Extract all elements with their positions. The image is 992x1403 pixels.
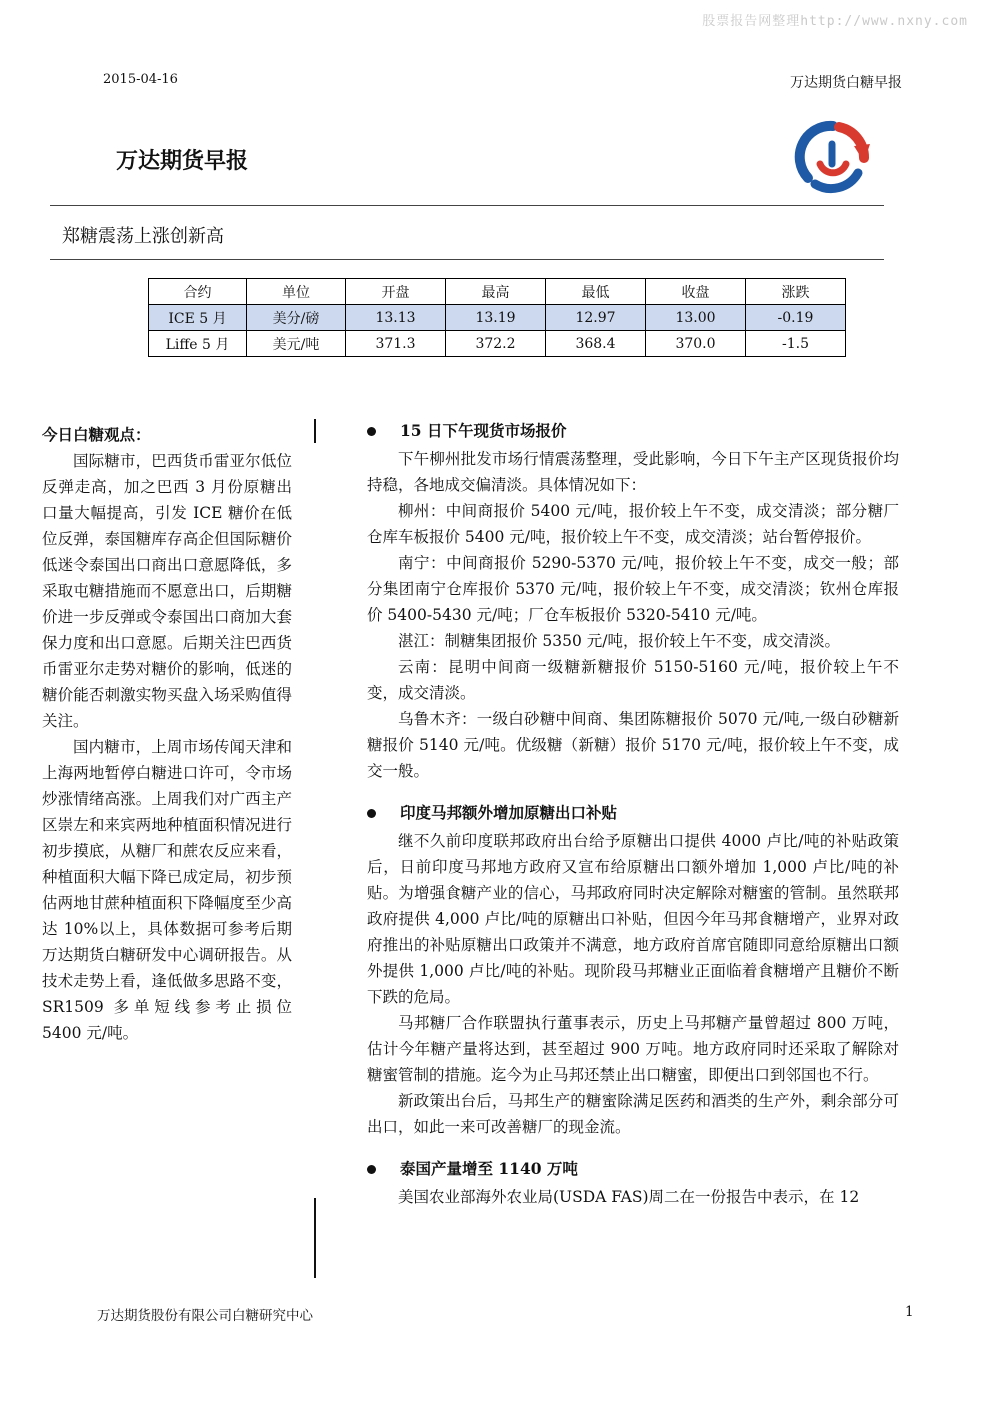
outlook-heading: 今日白糖观点： [42, 425, 151, 444]
table-header-cell: 单位 [247, 279, 346, 305]
section-paragraph: 乌鲁木齐：一级白砂糖中间商、集团陈糖报价 5070 元/吨,一级白砂糖新糖报价 5140 元/吨。优级糖（新糖）报价 5170 元/吨，报价较上午不变，成交一般。 [367, 710, 899, 780]
company-logo-icon [794, 118, 872, 196]
table-cell: 372.2 [446, 331, 546, 357]
column-divider-bottom [314, 1198, 316, 1278]
table-cell: 13.00 [646, 305, 746, 331]
section-paragraph: 继不久前印度联邦政府出台给予原糖出口提供 4000 卢比/吨的补贴政策后，日前印度马邦地方政府又宣布给原糖出口额外增加 1,000 卢比/吨的补贴。为增强食糖产业的信心，马邦政府同时决定解除对糖蜜的管制。虽然联邦政府提供 4,000 卢比/吨的原糖出口补贴，但因今年马邦食糖增产，业界对政府推出的补贴原糖出口政策并不满意，地方政府首席官随即同意给原糖出口额外提供 1,000 卢比/吨的补贴。现阶段马邦糖业正面临着食糖增产且糖价不断下跌的危局。 [367, 832, 899, 1006]
section-paragraph: 柳州：中间商报价 5400 元/吨，报价较上午不变，成交清淡；部分糖厂仓库车板报价 5400 元/吨，报价较上午不变，成交清淡；站台暂停报价。 [367, 502, 899, 546]
section-heading [367, 418, 899, 444]
footer-company: 万达期货股份有限公司白糖研究中心 [97, 1308, 313, 1324]
section-paragraph: 南宁：中间商报价 5290-5370 元/吨，报价较上午不变，成交一般；部分集团南宁仓库报价 5370 元/吨，报价较上午不变，成交清淡；钦州仓库报价 5400-5430 元/吨；厂仓车板报价 5320-5410 元/吨。 [367, 554, 899, 624]
section-paragraph: 新政策出台后，马邦生产的糖蜜除满足医药和酒类的生产外，剩余部分可出口，如此一来可改善糖厂的现金流。 [367, 1092, 899, 1136]
outlook-paragraph: 国际糖市，巴西货币雷亚尔低位反弹走高，加之巴西 3 月份原糖出口量大幅提高，引发 ICE 糖价在低位反弹，泰国糖库存高企但国际糖价低迷令泰国出口商出口意愿降低，多采取屯糖措施而不愿意出口，后期糖价进一步反弹或令泰国出口商加大套保力度和出口意愿。后期关注巴西货币雷亚尔走势对糖价的影响，低迷的糖价能否刺激实物买盘入场采购值得关注。 [42, 452, 292, 730]
news-column [367, 418, 899, 1226]
section-heading [367, 1156, 899, 1182]
headline-divider [50, 259, 884, 260]
column-divider-top [314, 419, 316, 443]
table-header-cell: 开盘 [346, 279, 446, 305]
table-cell: 13.19 [446, 305, 546, 331]
table-cell: ICE 5 月 [149, 305, 247, 331]
table-header-cell: 最低 [546, 279, 646, 305]
table-cell: Liffe 5 月 [149, 331, 247, 357]
table-header-cell: 最高 [446, 279, 546, 305]
brand-title: 万达期货早报 [116, 149, 249, 174]
bullet-icon [367, 427, 376, 436]
news-section [367, 418, 899, 784]
table-cell: -1.5 [746, 331, 846, 357]
section-paragraph: 湛江：制糖集团报价 5350 元/吨，报价较上午不变，成交清淡。 [398, 632, 841, 650]
bullet-icon [367, 809, 376, 818]
watermark: 股票报告网整理http://www.nxny.com [702, 14, 968, 29]
report-date: 2015-04-16 [103, 72, 178, 87]
outlook-paragraph: 国内糖市，上周市场传闻天津和上海两地暂停白糖进口许可，令市场炒涨情绪高涨。上周我们对广西主产区崇左和来宾两地种植面积情况进行初步摸底，从糖厂和蔗农反应来看，种植面积大幅下降已成定局，初步预估两地甘蔗种植面积下降幅度至少高达 10%以上，具体数据可参考后期万达期货白糖研发中心调研报告。从技术走势上看，逢低做多思路不变，SR1509 多单短线参考止损位 5400 元/吨。 [42, 738, 292, 1042]
headline: 郑糖震荡上涨创新高 [62, 226, 224, 247]
news-section [367, 1156, 899, 1210]
sugar-outlook-column [42, 422, 292, 1046]
section-paragraph: 马邦糖厂合作联盟执行董事表示，历史上马邦糖产量曾超过 800 万吨，估计今年糖产量将达到，甚至超过 900 万吨。地方政府同时还采取了解除对糖蜜管制的措施。迄今为止马邦还禁止出口糖蜜，即便出口到邻国也不行。 [367, 1014, 899, 1084]
header-divider [50, 205, 884, 206]
section-title: 泰国产量增至 1140 万吨 [400, 1159, 578, 1178]
table-header-row [149, 279, 846, 305]
table-cell: 12.97 [546, 305, 646, 331]
bullet-icon [367, 1165, 376, 1174]
report-header-title: 万达期货白糖早报 [790, 75, 902, 91]
table-header-cell: 涨跌 [746, 279, 846, 305]
table-cell: 371.3 [346, 331, 446, 357]
table-cell: 13.13 [346, 305, 446, 331]
section-title: 印度马邦额外增加原糖出口补贴 [400, 803, 618, 822]
table-header-cell: 合约 [149, 279, 247, 305]
section-paragraph: 下午柳州批发市场行情震荡整理，受此影响，今日下午主产区现货报价均持稳，各地成交偏清淡。具体情况如下： [367, 450, 899, 494]
section-paragraph: 云南：昆明中间商一级糖新糖报价 5150-5160 元/吨，报价较上午不变，成交清淡。 [367, 658, 899, 702]
page-number: 1 [905, 1304, 914, 1320]
table-row [149, 331, 846, 357]
section-heading [367, 800, 899, 826]
table-cell: -0.19 [746, 305, 846, 331]
table-cell: 美分/磅 [247, 305, 346, 331]
table-header-cell: 收盘 [646, 279, 746, 305]
table-cell: 368.4 [546, 331, 646, 357]
section-title: 15 日下午现货市场报价 [400, 421, 567, 440]
quotes-table [148, 278, 846, 357]
table-cell: 370.0 [646, 331, 746, 357]
section-paragraph: 美国农业部海外农业局(USDA FAS)周二在一份报告中表示，在 12 [398, 1188, 860, 1206]
news-section [367, 800, 899, 1140]
table-cell: 美元/吨 [247, 331, 346, 357]
table-row [149, 305, 846, 331]
